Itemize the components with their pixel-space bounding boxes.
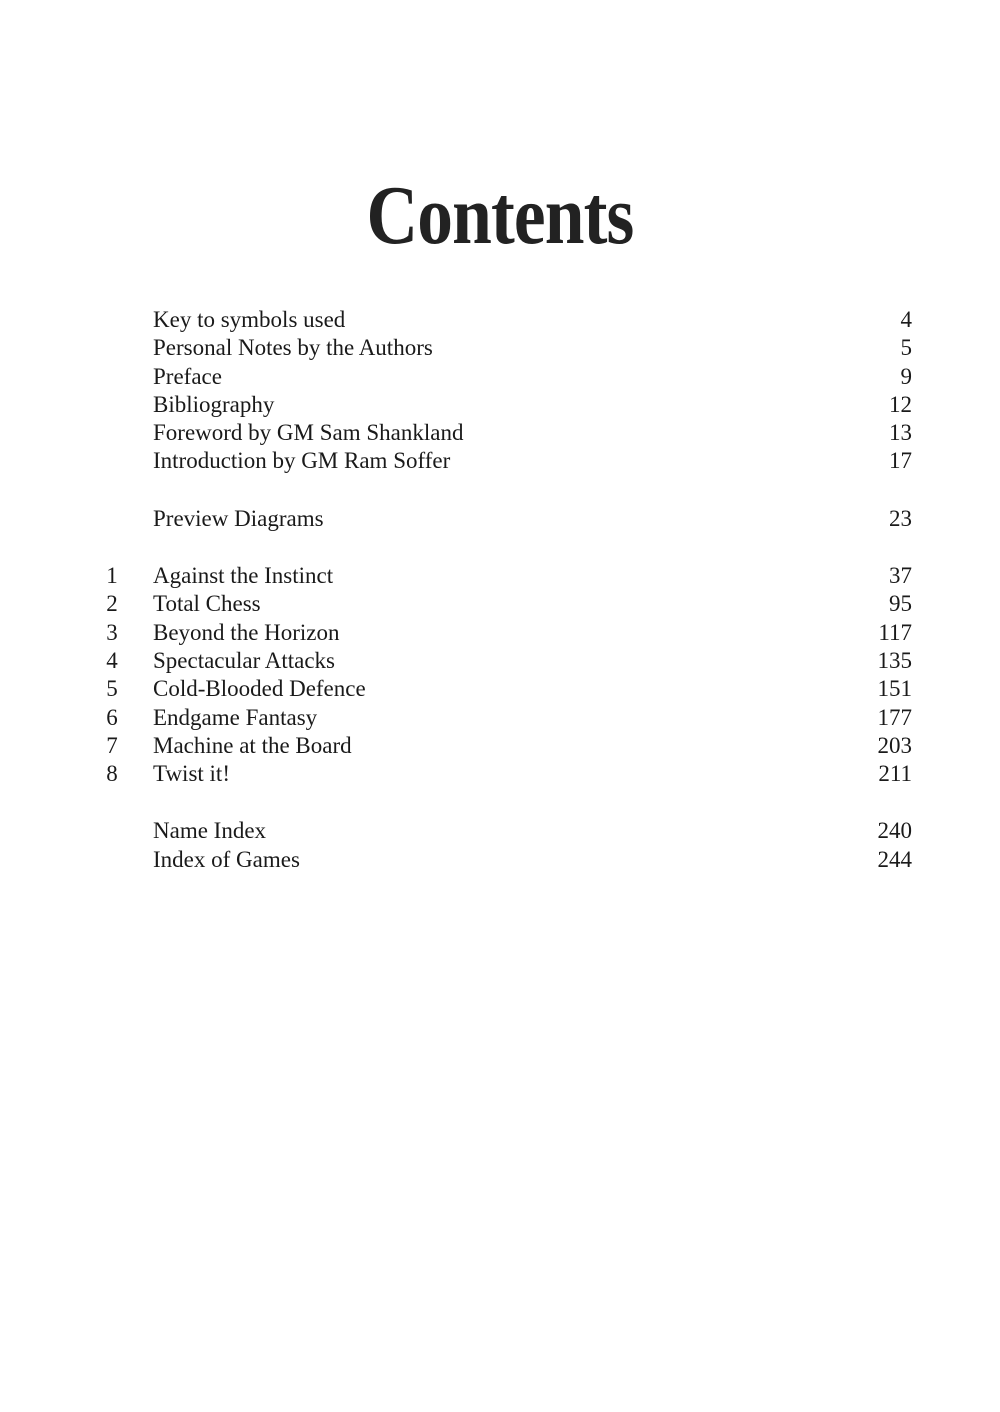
table-of-contents <box>0 306 1000 903</box>
entry-title: Foreword by GM Sam Shankland <box>153 420 464 446</box>
chapter-page-number: 177 <box>877 704 912 730</box>
chapter-number: 2 <box>106 591 118 617</box>
toc-entry <box>0 419 1000 447</box>
chapter-number: 5 <box>106 676 118 702</box>
front-matter-section <box>0 306 1000 476</box>
chapter-page-number: 135 <box>877 647 912 673</box>
chapter-page-number: 37 <box>889 563 912 589</box>
toc-entry <box>0 447 1000 475</box>
chapter-title: Endgame Fantasy <box>153 704 318 730</box>
chapter-title: Beyond the Horizon <box>153 619 340 645</box>
entry-title: Preview Diagrams <box>153 505 324 531</box>
chapter-title: Total Chess <box>153 591 261 617</box>
back-matter-section <box>0 817 1000 874</box>
chapter-page-number: 151 <box>877 676 912 702</box>
entry-page-number: 13 <box>889 420 912 446</box>
toc-entry <box>0 363 1000 391</box>
chapter-title: Machine at the Board <box>153 732 352 758</box>
chapter-page-number: 117 <box>878 619 912 645</box>
toc-entry <box>0 306 1000 334</box>
toc-entry <box>0 817 1000 845</box>
preview-section <box>0 505 1000 533</box>
chapter-number: 4 <box>106 647 118 673</box>
chapter-entry <box>0 732 1000 760</box>
entry-page-number: 12 <box>889 391 912 417</box>
chapter-entry <box>0 760 1000 788</box>
chapter-page-number: 95 <box>889 591 912 617</box>
entry-page-number: 5 <box>900 335 912 361</box>
chapter-number: 1 <box>106 563 118 589</box>
chapter-entry <box>0 647 1000 675</box>
chapter-entry <box>0 675 1000 703</box>
chapter-page-number: 203 <box>877 732 912 758</box>
chapter-number: 7 <box>106 732 118 758</box>
toc-entry <box>0 334 1000 362</box>
entry-title: Personal Notes by the Authors <box>153 335 433 361</box>
entry-title: Key to symbols used <box>153 307 346 332</box>
entry-title: Preface <box>153 363 222 389</box>
chapter-number: 6 <box>106 704 118 730</box>
chapter-page-number: 211 <box>878 761 912 787</box>
chapter-title: Cold-Blooded Defence <box>153 676 366 702</box>
page-title: Contents <box>366 169 634 263</box>
entry-page-number: 23 <box>889 505 912 531</box>
entry-title: Introduction by GM Ram Soffer <box>153 448 451 474</box>
chapter-entry <box>0 619 1000 647</box>
chapter-number: 3 <box>106 619 118 645</box>
chapter-entry <box>0 590 1000 618</box>
toc-entry <box>0 505 1000 533</box>
entry-page-number: 240 <box>877 818 912 844</box>
chapter-entry <box>0 562 1000 590</box>
chapters-section <box>0 562 1000 788</box>
chapter-title: Spectacular Attacks <box>153 647 336 673</box>
entry-title: Name Index <box>153 818 267 844</box>
chapter-entry <box>0 704 1000 732</box>
entry-page-number: 4 <box>900 307 912 332</box>
chapter-title: Against the Instinct <box>153 563 334 589</box>
entry-page-number: 9 <box>900 363 912 389</box>
chapter-title: Twist it! <box>153 761 230 787</box>
entry-page-number: 17 <box>889 448 912 474</box>
entry-title: Index of Games <box>153 846 300 872</box>
toc-entry <box>0 846 1000 874</box>
toc-entry <box>0 391 1000 419</box>
entry-page-number: 244 <box>877 846 912 872</box>
entry-title: Bibliography <box>153 391 275 417</box>
chapter-number: 8 <box>106 761 118 787</box>
